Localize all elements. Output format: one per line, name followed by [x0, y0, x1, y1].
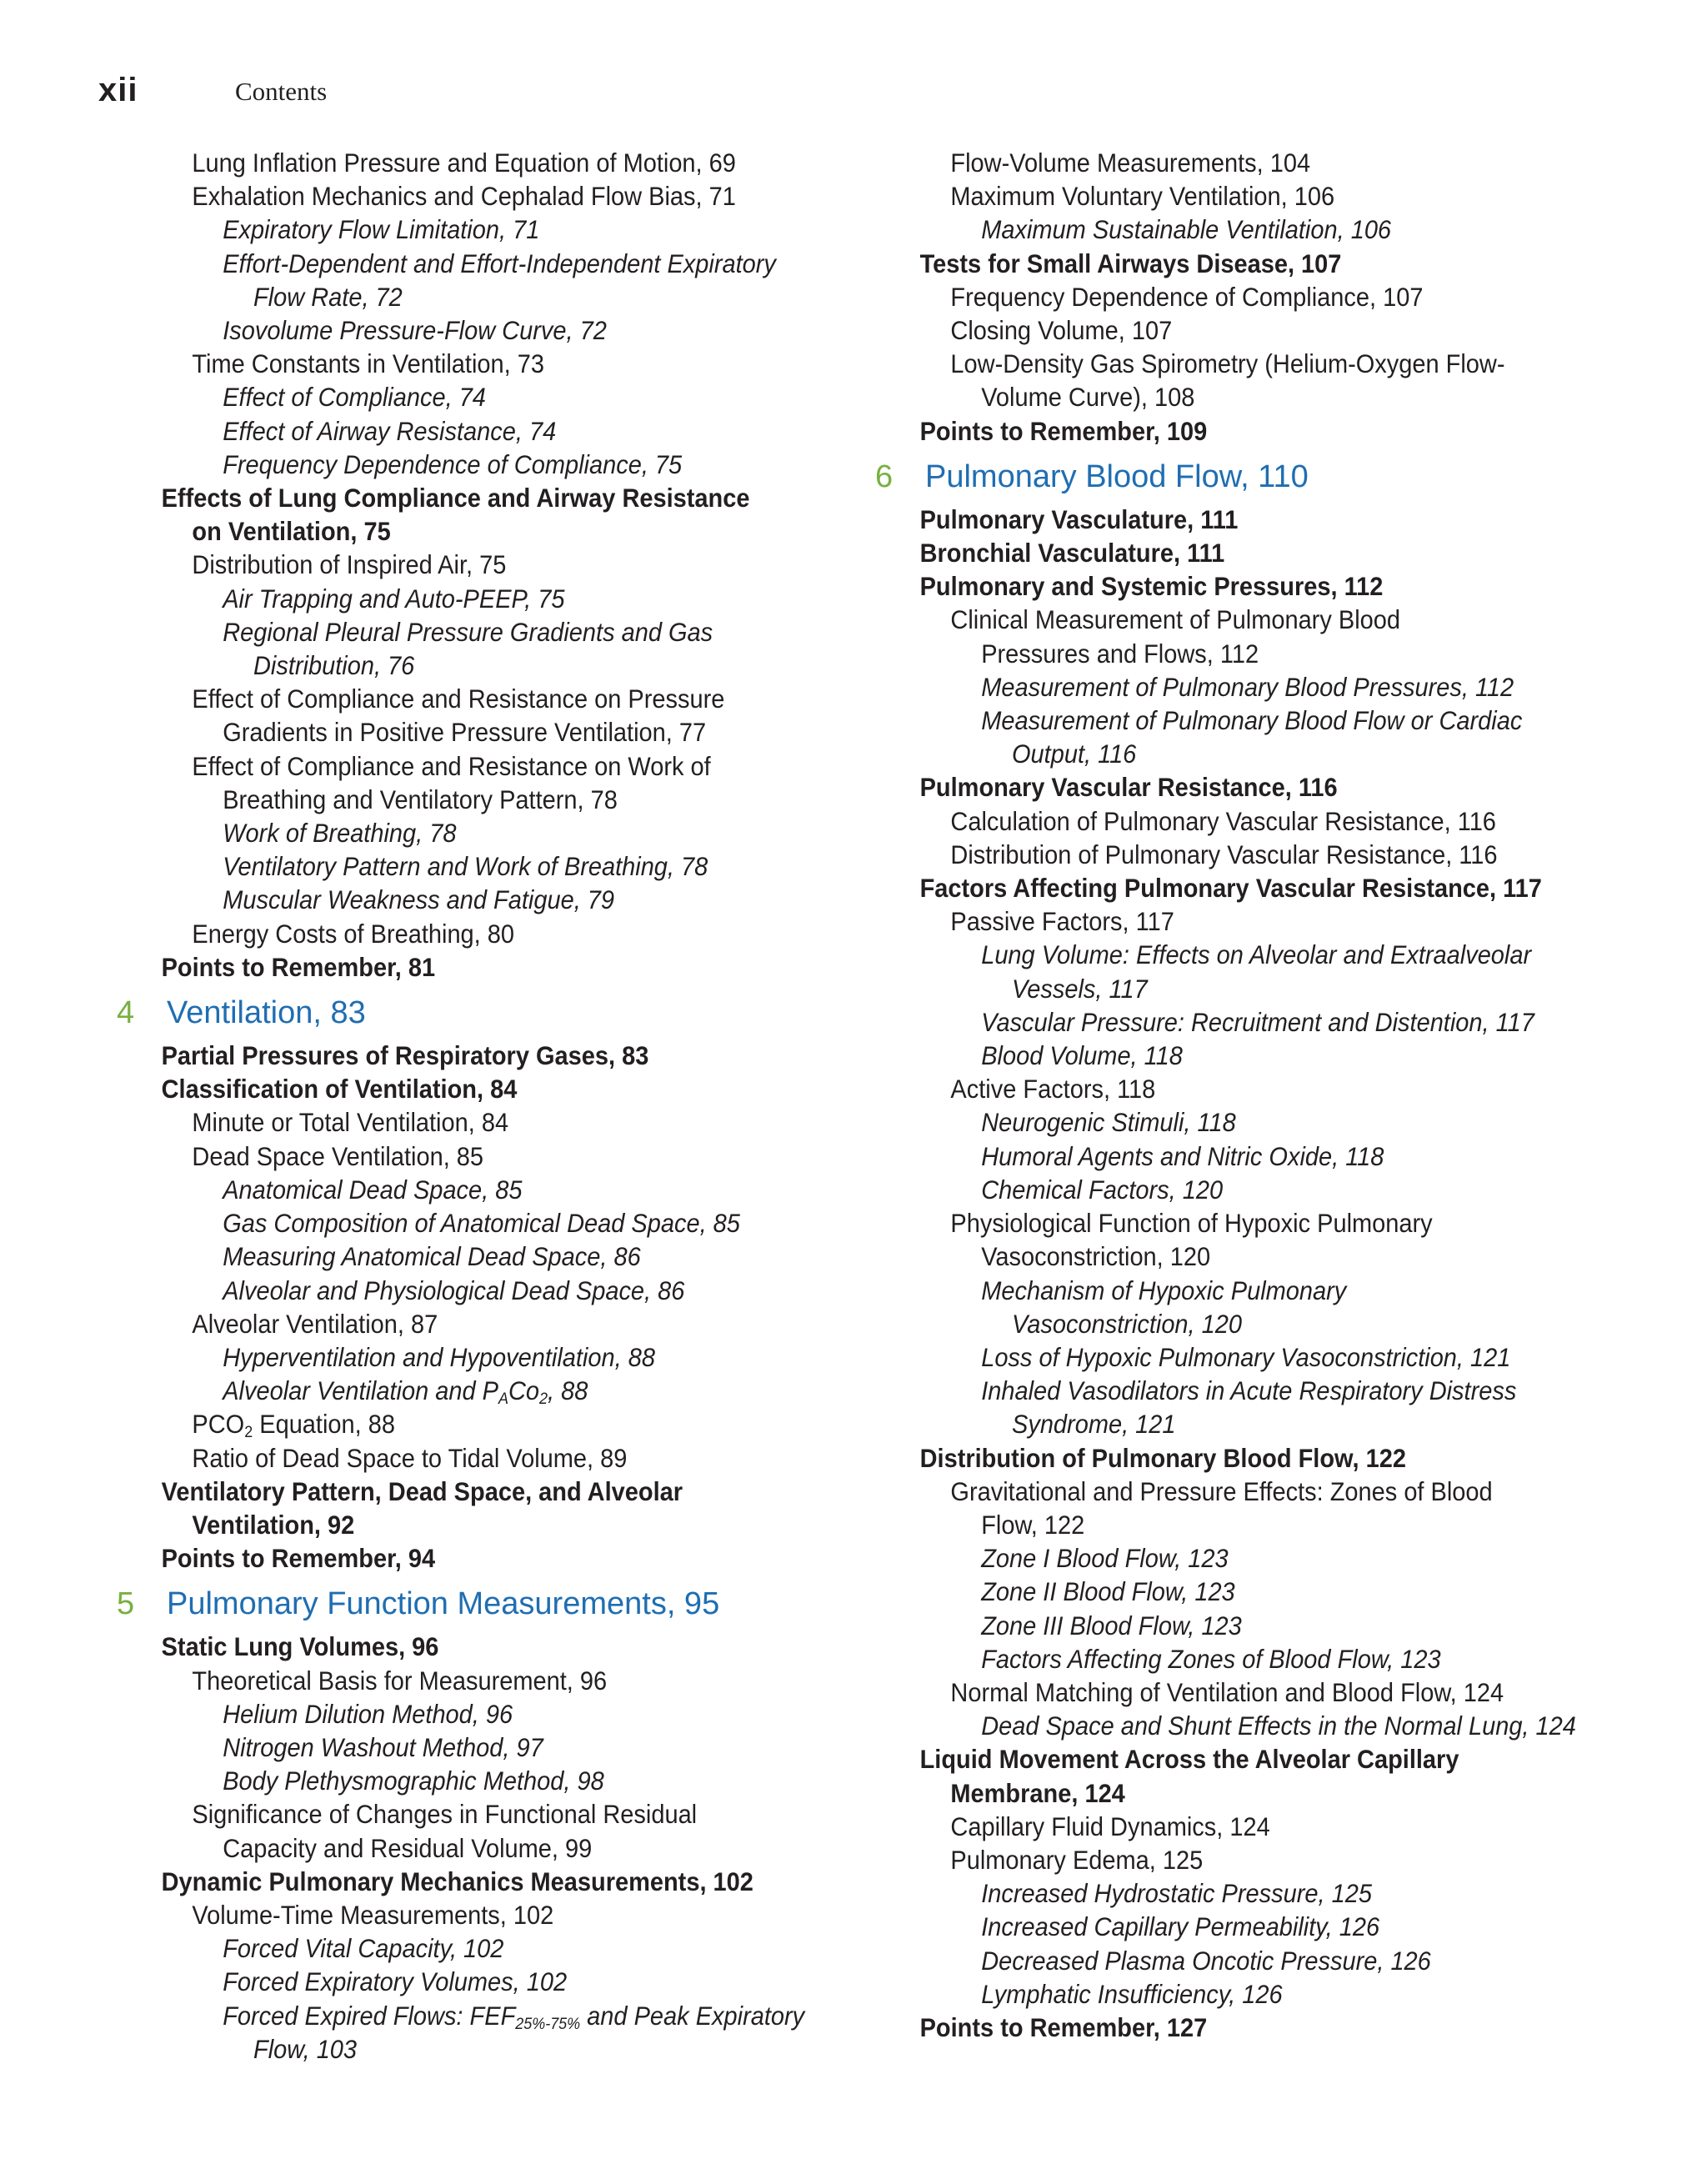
toc-subsubsection: [100, 1999, 805, 2033]
entry-text: on Ventilation, 75: [192, 516, 391, 547]
toc-section: [100, 1630, 775, 1663]
chapter-number: 4: [117, 995, 135, 1031]
toc-subsection-continuation: [100, 783, 775, 816]
toc-subsubsection: [859, 1709, 1576, 1742]
toc-subsubsection: [100, 1173, 775, 1206]
toc-subsection: [859, 347, 1549, 380]
toc-subsection: [859, 603, 1549, 636]
entry-text: Ventilatory Pattern and Work of Breathing, 78: [223, 851, 708, 882]
chapter-heading: [100, 984, 833, 1039]
entry-text: Normal Matching of Ventilation and Blood Flow, 124: [950, 1676, 1504, 1707]
entry-text: Forced Expired Flows: FEF: [223, 2000, 516, 2031]
toc-subsubsection-continuation: [859, 972, 1549, 1005]
entry-text: Static Lung Volumes, 96: [161, 1631, 439, 1662]
toc-subsection: [100, 1898, 775, 1931]
subscript: A: [498, 1389, 508, 1408]
toc-subsection: [100, 1307, 775, 1340]
toc-subsection: [859, 313, 1549, 347]
entry-text: Energy Costs of Breathing, 80: [192, 918, 515, 949]
toc-subsubsection: [100, 414, 775, 448]
entry-text: Inhaled Vasodilators in Acute Respiratory Distress: [981, 1375, 1517, 1406]
entry-text: Increased Capillary Permeability, 126: [981, 1911, 1380, 1942]
entry-text: Measurement of Pulmonary Blood Flow or Cardiac: [981, 705, 1523, 736]
entry-text: Ventilation, 92: [192, 1509, 355, 1540]
entry-text: Syndrome, 121: [1012, 1409, 1176, 1440]
toc-subsection: [100, 1441, 775, 1475]
toc-subsection-continuation: [859, 1240, 1549, 1273]
subscript: 2: [244, 1423, 253, 1442]
toc-subsection-continuation: [859, 637, 1549, 670]
entry-text: Flow, 103: [253, 2033, 358, 2064]
toc-subsection: [859, 1676, 1549, 1709]
toc-subsubsection: [859, 1876, 1549, 1910]
toc-subsection: [859, 1843, 1549, 1876]
entry-text: Distribution, 76: [253, 650, 415, 681]
entry-text: Volume Curve), 108: [981, 382, 1195, 413]
toc-subsubsection: [859, 1575, 1549, 1608]
entry-text: Measuring Anatomical Dead Space, 86: [223, 1241, 641, 1272]
entry-text: Points to Remember, 127: [919, 2011, 1208, 2042]
toc-section: [100, 1039, 775, 1072]
entry-text: , 88: [548, 1375, 588, 1406]
toc-subsection: [100, 749, 775, 783]
toc-subsection-continuation: [859, 380, 1549, 413]
entry-text: Low-Density Gas Spirometry (Helium-Oxygen Flow-: [950, 348, 1505, 379]
toc-section: [859, 871, 1549, 904]
toc-section: [859, 414, 1549, 448]
entry-text: Air Trapping and Auto-PEEP, 75: [223, 583, 565, 614]
toc-subsubsection: [100, 247, 775, 280]
entry-text: Effect of Compliance and Resistance on Pressure: [192, 684, 725, 714]
entry-text: Forced Vital Capacity, 102: [223, 1933, 504, 1964]
entry-text: Volume-Time Measurements, 102: [192, 1899, 554, 1930]
toc-subsubsection: [100, 1240, 775, 1273]
toc-subsubsection: [859, 1173, 1549, 1206]
entry-text: Hyperventilation and Hypoventilation, 88: [223, 1341, 655, 1372]
entry-text: Factors Affecting Zones of Blood Flow, 123: [981, 1643, 1441, 1674]
toc-section-continuation: [100, 1508, 775, 1541]
entry-text: Lung Inflation Pressure and Equation of Motion, 69: [192, 148, 736, 178]
entry-text: Zone II Blood Flow, 123: [981, 1576, 1235, 1607]
entry-text: Alveolar Ventilation, 87: [192, 1308, 438, 1339]
entry-text: Helium Dilution Method, 96: [223, 1698, 513, 1729]
toc-subsubsection: [859, 1105, 1549, 1139]
entry-text: Ratio of Dead Space to Tidal Volume, 89: [192, 1442, 628, 1473]
entry-text: Vasoconstriction, 120: [1012, 1308, 1243, 1339]
toc-subsubsection: [859, 1140, 1549, 1173]
toc-subsubsection: [859, 1374, 1549, 1407]
toc-section: [859, 770, 1549, 804]
toc-section: [859, 536, 1549, 569]
entry-text: Alveolar and Physiological Dead Space, 86: [223, 1275, 685, 1305]
entry-text: Distribution of Pulmonary Blood Flow, 122: [919, 1442, 1406, 1473]
toc-subsection: [859, 904, 1549, 938]
toc-subsubsection-continuation: [100, 2032, 775, 2066]
chapter-number: 6: [875, 458, 894, 494]
entry-text: Breathing and Ventilatory Pattern, 78: [223, 784, 618, 814]
toc-subsection: [859, 146, 1549, 179]
entry-text: Mechanism of Hypoxic Pulmonary: [981, 1275, 1347, 1305]
chapter-heading: [859, 448, 1609, 503]
entry-text: Flow-Volume Measurements, 104: [950, 148, 1311, 178]
toc-subsection: [859, 1206, 1549, 1240]
entry-text: Gradients in Positive Pressure Ventilation, 77: [223, 717, 707, 748]
toc-section-continuation: [859, 1776, 1549, 1810]
toc-subsubsection-continuation: [100, 649, 775, 682]
entry-text: PCO: [192, 1409, 245, 1440]
entry-text: Vasoconstriction, 120: [981, 1241, 1211, 1272]
toc-subsubsection: [100, 1374, 775, 1407]
entry-text: Active Factors, 118: [950, 1074, 1156, 1105]
toc-section: [859, 247, 1549, 280]
toc-section: [100, 481, 775, 514]
toc-section: [859, 503, 1549, 536]
toc-subsubsection: [859, 1274, 1549, 1307]
toc-subsubsection-continuation: [100, 280, 775, 313]
toc-subsection: [100, 1140, 775, 1173]
entry-text: Effects of Lung Compliance and Airway Resistance: [161, 483, 750, 513]
toc-subsection: [859, 1810, 1549, 1843]
toc-section: [100, 1865, 775, 1898]
entry-text: Clinical Measurement of Pulmonary Blood: [950, 604, 1401, 635]
toc-subsubsection: [100, 1965, 775, 1998]
entry-text: Theoretical Basis for Measurement, 96: [192, 1665, 608, 1696]
entry-text: Body Plethysmographic Method, 98: [223, 1766, 604, 1796]
toc-subsection: [100, 146, 775, 179]
entry-text: Closing Volume, 107: [950, 315, 1173, 346]
toc-subsubsection: [100, 313, 775, 347]
entry-text: Blood Volume, 118: [981, 1040, 1183, 1071]
toc-subsection: [859, 1072, 1549, 1105]
toc-subsection-continuation: [100, 715, 775, 749]
toc-subsubsection: [100, 1931, 775, 1965]
toc-section: [100, 950, 775, 984]
toc-subsection: [100, 179, 775, 213]
entry-text: Decreased Plasma Oncotic Pressure, 126: [981, 1945, 1431, 1976]
toc-section: [859, 569, 1549, 603]
toc-subsection: [100, 1105, 775, 1139]
entry-text: Exhalation Mechanics and Cephalad Flow Bias, 71: [192, 181, 736, 212]
toc-subsubsection: [100, 448, 775, 481]
toc-subsection: [859, 1475, 1549, 1508]
entry-text: Passive Factors, 117: [950, 906, 1174, 937]
toc-subsubsection: [859, 704, 1549, 737]
entry-text: Work of Breathing, 78: [223, 818, 457, 849]
toc-subsubsection: [859, 1609, 1549, 1642]
entry-text: Muscular Weakness and Fatigue, 79: [223, 884, 615, 915]
toc-subsection: [100, 917, 775, 950]
entry-text: Chemical Factors, 120: [981, 1174, 1224, 1205]
entry-text: and Peak Expiratory: [580, 2000, 805, 2031]
entry-text: Effect of Compliance and Resistance on Work of: [192, 750, 711, 781]
toc-subsection: [100, 1664, 775, 1697]
toc-subsection: [100, 682, 775, 715]
entry-text: Bronchial Vasculature, 111: [919, 538, 1225, 569]
toc-subsection: [100, 347, 775, 380]
toc-subsection: [859, 179, 1549, 213]
entry-text: Anatomical Dead Space, 85: [223, 1174, 523, 1205]
toc-section-continuation: [100, 514, 775, 548]
toc-subsubsection: [100, 213, 775, 246]
entry-text: Co: [508, 1375, 540, 1406]
entry-text: Flow, 122: [981, 1509, 1085, 1540]
entry-text: Tests for Small Airways Disease, 107: [919, 248, 1342, 278]
toc-subsubsection: [859, 1005, 1549, 1039]
entry-text: Vessels, 117: [1012, 973, 1148, 1004]
toc-subsubsection: [100, 883, 775, 916]
toc-subsubsection: [859, 213, 1549, 246]
entry-text: Calculation of Pulmonary Vascular Resistance, 116: [950, 805, 1496, 836]
entry-text: Output, 116: [1012, 739, 1137, 769]
entry-text: Minute or Total Ventilation, 84: [192, 1107, 509, 1138]
entry-text: Lymphatic Insufficiency, 126: [981, 1978, 1283, 2009]
entry-text: Significance of Changes in Functional Residual: [192, 1799, 698, 1830]
entry-text: Loss of Hypoxic Pulmonary Vasoconstriction, 121: [981, 1341, 1511, 1372]
toc-section: [100, 1072, 775, 1105]
toc-subsubsection: [859, 1642, 1549, 1676]
toc-subsubsection: [859, 1039, 1549, 1072]
toc-right-column: [859, 146, 1609, 2044]
entry-text: Ventilatory Pattern, Dead Space, and Alveolar: [161, 1475, 683, 1506]
toc-subsubsection: [100, 582, 775, 615]
toc-subsubsection: [859, 1910, 1549, 1943]
toc-subsubsection: [859, 1340, 1549, 1374]
entry-text: Regional Pleural Pressure Gradients and Gas: [223, 616, 713, 647]
toc-section: [859, 1441, 1549, 1475]
entry-text: Gravitational and Pressure Effects: Zones of Blood: [950, 1475, 1493, 1506]
toc-subsection: [859, 804, 1549, 838]
toc-subsubsection: [100, 1764, 775, 1797]
entry-text: Humoral Agents and Nitric Oxide, 118: [981, 1140, 1384, 1171]
toc-subsubsection: [100, 1731, 775, 1764]
toc-left-column: [100, 146, 833, 2066]
entry-text: Lung Volume: Effects on Alveolar and Extraalveolar: [981, 939, 1532, 970]
toc-section: [859, 1742, 1549, 1776]
toc-subsubsection: [859, 670, 1549, 704]
entry-text: Dead Space Ventilation, 85: [192, 1140, 484, 1171]
toc-subsubsection: [859, 1541, 1549, 1575]
toc-subsubsection: [100, 1274, 775, 1307]
entry-text: Dynamic Pulmonary Mechanics Measurements, 102: [161, 1866, 753, 1896]
toc-subsection-continuation: [100, 1831, 775, 1865]
entry-text: Frequency Dependence of Compliance, 75: [223, 448, 683, 479]
running-head: Contents: [235, 77, 328, 106]
entry-text: Distribution of Inspired Air, 75: [192, 549, 507, 580]
entry-text: Nitrogen Washout Method, 97: [223, 1731, 543, 1762]
entry-text: Forced Expiratory Volumes, 102: [223, 1966, 568, 1997]
toc-subsection: [100, 548, 775, 581]
entry-text: Pulmonary Vascular Resistance, 116: [919, 772, 1338, 803]
toc-subsubsection: [100, 849, 775, 883]
entry-text: Pulmonary and Systemic Pressures, 112: [919, 571, 1384, 602]
entry-text: Neurogenic Stimuli, 118: [981, 1107, 1236, 1138]
entry-text: Alveolar Ventilation and P: [223, 1375, 498, 1406]
entry-text: Effort-Dependent and Effort-Independent Expiratory: [223, 248, 776, 278]
toc-subsubsection: [100, 615, 775, 649]
entry-text: Frequency Dependence of Compliance, 107: [950, 281, 1424, 312]
entry-text: Membrane, 124: [950, 1777, 1125, 1808]
entry-text: Isovolume Pressure-Flow Curve, 72: [223, 315, 607, 346]
toc-subsubsection: [100, 1697, 775, 1731]
entry-text: Pulmonary Edema, 125: [950, 1844, 1204, 1875]
toc-subsubsection: [100, 1206, 775, 1240]
chapter-title: Ventilation, 83: [167, 995, 366, 1031]
toc-subsubsection-continuation: [859, 1307, 1549, 1340]
toc-subsubsection-continuation: [859, 737, 1549, 770]
entry-text: Zone I Blood Flow, 123: [981, 1543, 1229, 1574]
entry-text: Capacity and Residual Volume, 99: [223, 1832, 593, 1863]
entry-text: Distribution of Pulmonary Vascular Resistance, 116: [950, 839, 1498, 869]
entry-text: Factors Affecting Pulmonary Vascular Resistance, 117: [919, 873, 1542, 904]
chapter-title: Pulmonary Function Measurements, 95: [167, 1586, 720, 1622]
chapter-title: Pulmonary Blood Flow, 110: [925, 458, 1309, 494]
entry-text: Gas Composition of Anatomical Dead Space, 85: [223, 1208, 740, 1239]
entry-text: Dead Space and Shunt Effects in the Normal Lung, 124: [981, 1711, 1576, 1741]
toc-subsection-continuation: [859, 1508, 1549, 1541]
entry-text: Liquid Movement Across the Alveolar Capillary: [919, 1744, 1459, 1775]
entry-text: Partial Pressures of Respiratory Gases, 83: [161, 1040, 649, 1071]
entry-text: Capillary Fluid Dynamics, 124: [950, 1811, 1270, 1841]
entry-text: Pulmonary Vasculature, 111: [919, 503, 1239, 534]
toc-subsubsection: [859, 938, 1549, 971]
toc-subsection: [100, 1797, 775, 1831]
entry-text: Time Constants in Ventilation, 73: [192, 348, 544, 379]
toc-section: [100, 1541, 775, 1575]
entry-text: Maximum Voluntary Ventilation, 106: [950, 181, 1335, 212]
entry-text: Effect of Compliance, 74: [223, 382, 486, 413]
toc-section: [859, 2011, 1549, 2044]
subscript: 25%-75%: [515, 2014, 581, 2033]
subscript: 2: [539, 1389, 548, 1408]
entry-text: Flow Rate, 72: [253, 281, 403, 312]
toc-subsection: [100, 1407, 775, 1440]
toc-subsubsection: [859, 1944, 1549, 1977]
entry-text: Maximum Sustainable Ventilation, 106: [981, 214, 1392, 245]
entry-text: Expiratory Flow Limitation, 71: [223, 214, 540, 245]
entry-text: Vascular Pressure: Recruitment and Distention, 117: [981, 1006, 1534, 1037]
toc-subsection: [859, 280, 1549, 313]
entry-text: Effect of Airway Resistance, 74: [223, 415, 557, 446]
entry-text: Classification of Ventilation, 84: [161, 1074, 518, 1105]
entry-text: Measurement of Pulmonary Blood Pressures, 112: [981, 671, 1514, 702]
toc-section: [100, 1475, 775, 1508]
toc-subsubsection: [100, 1340, 775, 1374]
entry-text: Zone III Blood Flow, 123: [981, 1610, 1242, 1641]
toc-subsubsection-continuation: [859, 1407, 1549, 1440]
entry-text: Physiological Function of Hypoxic Pulmonary: [950, 1208, 1433, 1239]
toc-subsubsection: [100, 816, 775, 849]
page-number: xii: [98, 72, 138, 108]
entry-text: Points to Remember, 81: [161, 951, 436, 982]
entry-text: Pressures and Flows, 112: [981, 638, 1259, 669]
chapter-heading: [100, 1575, 833, 1630]
chapter-number: 5: [117, 1586, 135, 1622]
entry-text: Increased Hydrostatic Pressure, 125: [981, 1878, 1372, 1909]
toc-subsubsection: [859, 1977, 1549, 2011]
entry-text: Equation, 88: [253, 1409, 395, 1440]
entry-text: Points to Remember, 109: [919, 415, 1208, 446]
toc-subsection: [859, 838, 1549, 871]
toc-subsubsection: [100, 380, 775, 413]
entry-text: Points to Remember, 94: [161, 1543, 436, 1574]
